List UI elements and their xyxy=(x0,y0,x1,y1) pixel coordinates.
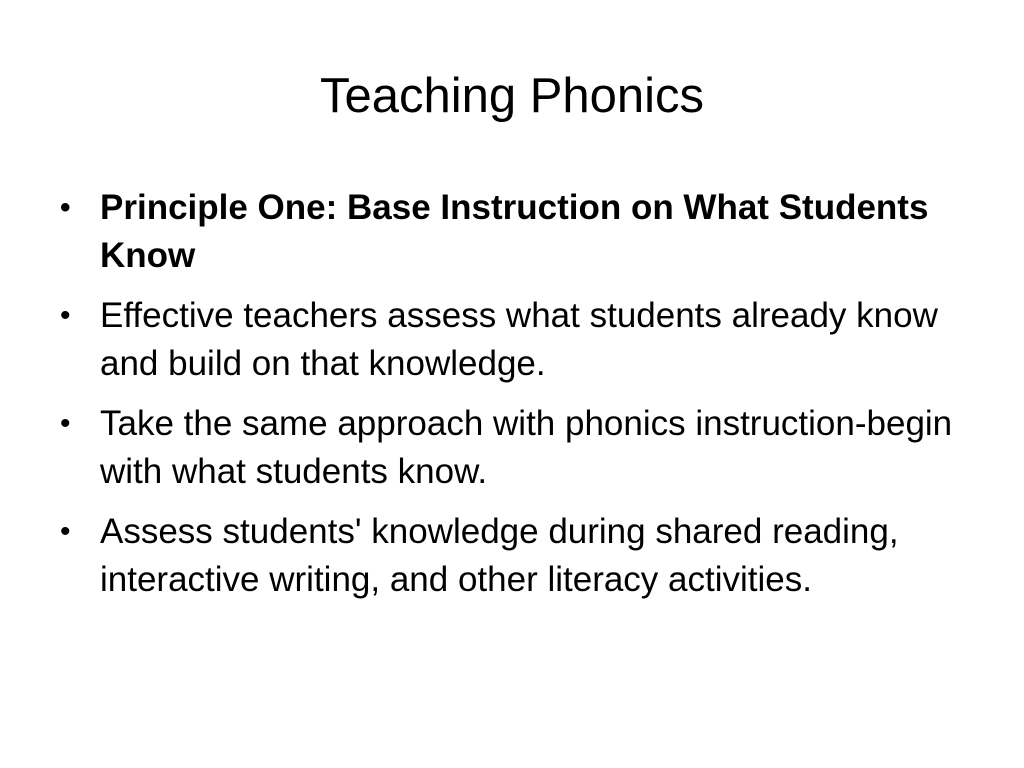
bullet-item-same-approach xyxy=(58,400,968,496)
bullet-icon: • xyxy=(60,407,71,440)
bullet-text: Effective teachers assess what students already know and build on that knowledge. xyxy=(100,296,938,383)
bullet-text: Principle One: Base Instruction on What Students Know xyxy=(100,188,929,275)
bullet-text: Take the same approach with phonics instruction-begin with what students know. xyxy=(100,404,953,491)
bullet-text: Assess students' knowledge during shared reading, interactive writing, and other literacy activities. xyxy=(100,512,899,599)
bullet-item-principle-one xyxy=(58,184,968,280)
bullet-list xyxy=(58,184,968,616)
bullet-item-assess-students xyxy=(58,508,968,604)
bullet-icon: • xyxy=(60,299,71,332)
bullet-icon: • xyxy=(60,191,71,224)
slide-title: Teaching Phonics xyxy=(319,69,705,123)
bullet-item-effective-teachers xyxy=(58,292,968,388)
bullet-icon: • xyxy=(60,515,71,548)
